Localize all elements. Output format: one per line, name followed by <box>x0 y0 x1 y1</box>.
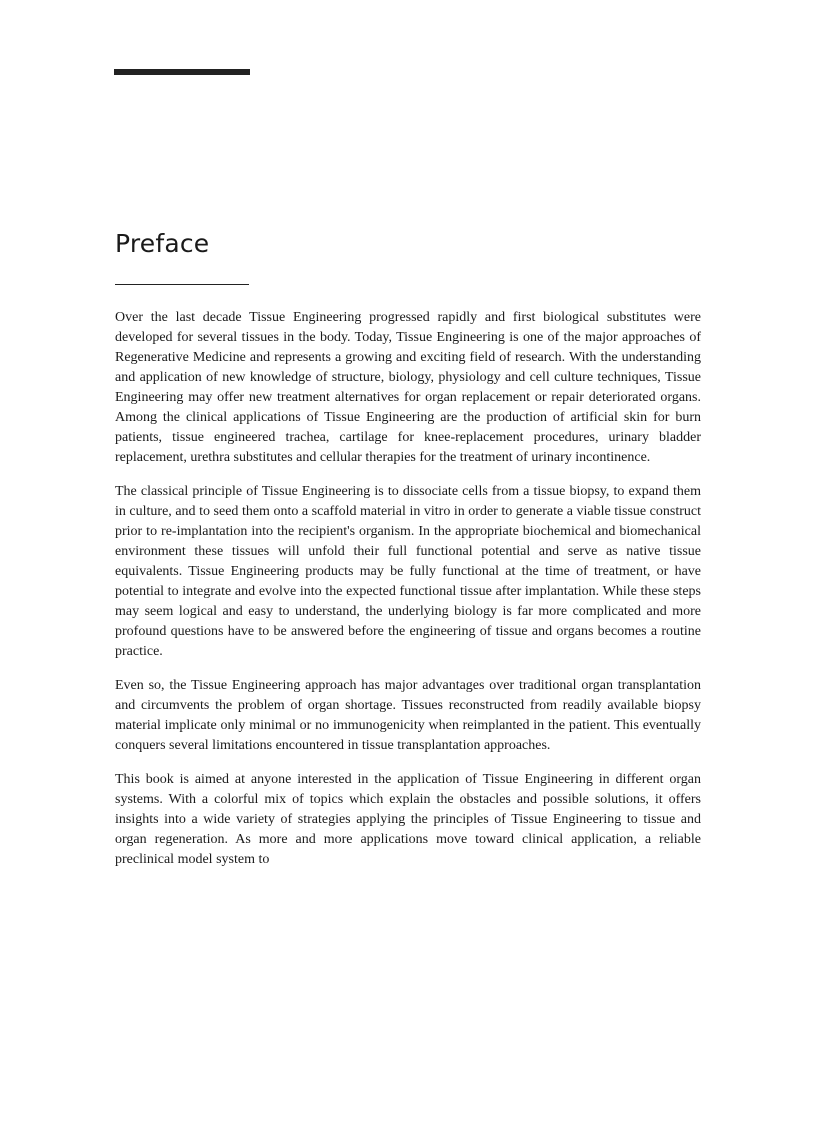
paragraph: This book is aimed at anyone interested in the application of Tissue Engineering in different organ systems. With a colorful mix of topics which explain the obstacles and possible solutions, it offers insights into a wide variety of strategies applying the principles of Tissue Engineering to tissue and organ regeneration. As more and more applications move toward clinical application, a reliable preclinical model system to <box>115 772 701 867</box>
page-title: Preface <box>115 229 210 258</box>
paragraph: Over the last decade Tissue Engineering progressed rapidly and first biological substitutes were developed for several tissues in the body. Today, Tissue Engineering is one of the major approaches of Regenerative Medicine and represents a growing and exciting field of research. With the understanding and application of new knowledge of structure, biology, physiology and cell culture techniques, Tissue Engineering may offer new treatment alternatives for organ replacement or repair deteriorated organs. Among the clinical applications of Tissue Engineering are the production of artificial skin for burn patients, tissue engineered trachea, cartilage for knee-replacement procedures, urinary bladder replacement, urethra substitutes and cellular therapies for the treatment of urinary incontinence. <box>115 310 701 465</box>
paragraph: The classical principle of Tissue Engineering is to dissociate cells from a tissue biopsy, to expand them in culture, and to seed them onto a scaffold material in vitro in order to generate a viable tissue construct prior to re-implantation into the recipient's organism. In the appropriate biochemical and biomechanical environment these tissues will unfold their full functional potential and serve as native tissue equivalents. Tissue Engineering products may be fully functional at the time of treatment, or have potential to integrate and evolve into the expected functional tissue after implantation. While these steps may seem logical and easy to understand, the underlying biology is far more complicated and more profound questions have to be answered before the engineering of tissue and organs becomes a routine practice. <box>115 484 701 659</box>
body-text <box>115 308 701 884</box>
paragraph: Even so, the Tissue Engineering approach has major advantages over traditional organ transplantation and circumvents the problem of organ shortage. Tissues reconstructed from readily available biopsy material implicate only minimal or no immunogenicity when reimplanted in the patient. This eventually conquers several limitations encountered in tissue transplantation approaches. <box>115 678 701 753</box>
header-rule <box>114 69 250 75</box>
title-underline <box>115 284 249 285</box>
